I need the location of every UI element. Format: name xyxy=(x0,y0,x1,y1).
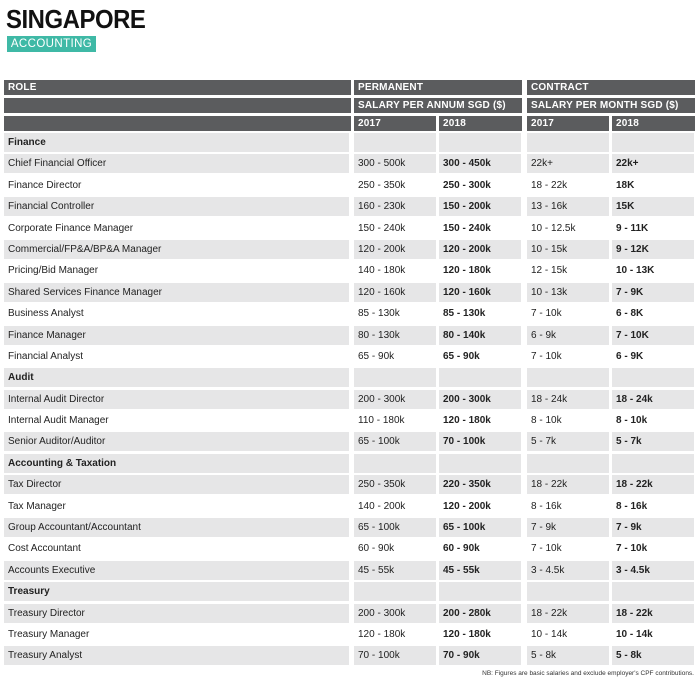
table-row xyxy=(0,496,700,517)
cell-p2017: 150 - 240k xyxy=(358,222,406,234)
cell-p2018: 70 - 100k xyxy=(439,432,521,451)
header-contract: CONTRACT xyxy=(527,80,695,95)
cell-c2017: 5 - 8k xyxy=(527,646,609,665)
cell-p2018: 120 - 180k xyxy=(443,628,491,640)
cell-p2018: 60 - 90k xyxy=(443,543,480,555)
cell-c2018: 7 - 10K xyxy=(612,326,694,345)
cell-c2017 xyxy=(527,454,609,473)
table-row xyxy=(0,325,700,346)
table-row xyxy=(0,346,700,367)
cell-p2018: 200 - 300k xyxy=(439,390,521,409)
cell-c2018: 5 - 8k xyxy=(612,646,694,665)
cell-c2018: 8 - 10k xyxy=(616,415,648,427)
cell-role: Finance Director xyxy=(8,179,82,191)
header-permanent: PERMANENT xyxy=(354,80,522,95)
cell-c2018: 18K xyxy=(616,179,635,191)
cell-p2017 xyxy=(354,133,436,152)
cell-p2018: 65 - 90k xyxy=(443,350,480,362)
table-row xyxy=(0,624,700,645)
cell-p2018: 200 - 280k xyxy=(439,604,521,623)
cell-role: Senior Auditor/Auditor xyxy=(4,432,349,451)
table-row xyxy=(0,431,700,452)
cell-p2017: 200 - 300k xyxy=(354,604,436,623)
table-row xyxy=(0,474,700,495)
table-row xyxy=(0,389,700,410)
cell-p2017: 200 - 300k xyxy=(354,390,436,409)
table-row xyxy=(0,303,700,324)
cell-role: Internal Audit Director xyxy=(4,390,349,409)
cell-role: Cost Accountant xyxy=(8,543,81,555)
cell-p2018: 70 - 90k xyxy=(439,646,521,665)
cell-role: Finance Manager xyxy=(4,326,349,345)
cell-c2018: 18 - 22k xyxy=(612,604,694,623)
cell-role: Tax Manager xyxy=(8,500,66,512)
header-perm-2018: 2018 xyxy=(439,116,522,131)
cell-c2018: 10 - 14k xyxy=(616,628,653,640)
cell-c2017: 7 - 10k xyxy=(531,543,562,555)
cell-role: Accounts Executive xyxy=(4,561,349,580)
cell-p2017: 80 - 130k xyxy=(354,326,436,345)
header-con-2018: 2018 xyxy=(612,116,695,131)
table-row xyxy=(0,603,700,624)
cell-c2017: 7 - 9k xyxy=(527,518,609,537)
cell-role: Financial Analyst xyxy=(8,350,84,362)
cell-c2017: 10 - 13k xyxy=(527,283,609,302)
cell-c2017: 10 - 14k xyxy=(531,628,568,640)
cell-role: Pricing/Bid Manager xyxy=(8,265,99,277)
cell-c2018: 9 - 12K xyxy=(612,240,694,259)
cell-c2017 xyxy=(527,133,609,152)
table-row xyxy=(0,196,700,217)
cell-p2017: 300 - 500k xyxy=(354,154,436,173)
cell-p2018: 150 - 240k xyxy=(443,222,491,234)
cell-role: Treasury Director xyxy=(4,604,349,623)
table-row xyxy=(0,560,700,581)
cell-p2018 xyxy=(439,368,521,387)
table-row xyxy=(0,282,700,303)
cell-c2018: 9 - 11K xyxy=(616,222,649,234)
cell-p2018: 120 - 160k xyxy=(439,283,521,302)
header-perm-2017: 2017 xyxy=(354,116,436,131)
cell-c2017: 8 - 10k xyxy=(531,415,562,427)
header-role: ROLE xyxy=(4,80,351,95)
cell-c2017: 12 - 15k xyxy=(531,265,568,277)
table-row xyxy=(0,239,700,260)
cell-c2018: 18 - 22k xyxy=(612,475,694,494)
table-row xyxy=(0,645,700,666)
cell-role: Commercial/FP&A/BP&A Manager xyxy=(4,240,349,259)
cell-c2017: 18 - 22k xyxy=(527,604,609,623)
category-label: Finance xyxy=(4,133,349,152)
category-label: Audit xyxy=(4,368,349,387)
cell-c2017: 10 - 12.5k xyxy=(531,222,576,234)
cell-p2018: 65 - 100k xyxy=(439,518,521,537)
table-row xyxy=(0,538,700,559)
cell-p2017: 65 - 90k xyxy=(358,350,395,362)
cell-role: Internal Audit Manager xyxy=(8,415,109,427)
cell-c2017: 22k+ xyxy=(527,154,609,173)
cell-p2017: 60 - 90k xyxy=(358,543,395,555)
cell-c2018: 7 - 9K xyxy=(612,283,694,302)
page-title: SINGAPORE xyxy=(6,4,146,34)
cell-c2017: 8 - 16k xyxy=(531,500,562,512)
cell-role: Treasury Manager xyxy=(8,628,90,640)
header-contract-sub: SALARY PER MONTH SGD ($) xyxy=(527,98,695,113)
footnote: NB: Figures are basic salaries and exclude employer's CPF contributions. xyxy=(482,670,694,677)
cell-p2017: 250 - 350k xyxy=(354,475,436,494)
cell-role: Financial Controller xyxy=(4,197,349,216)
header-con-2017: 2017 xyxy=(527,116,609,131)
category-row xyxy=(0,581,700,602)
table-row xyxy=(0,153,700,174)
cell-p2017: 250 - 350k xyxy=(358,179,406,191)
cell-p2017: 45 - 55k xyxy=(354,561,436,580)
cell-p2018: 300 - 450k xyxy=(439,154,521,173)
category-label: Accounting & Taxation xyxy=(4,454,349,473)
cell-c2017: 10 - 15k xyxy=(527,240,609,259)
cell-role: Tax Director xyxy=(4,475,349,494)
cell-c2017 xyxy=(527,368,609,387)
category-row xyxy=(0,132,700,153)
cell-c2017: 18 - 22k xyxy=(527,475,609,494)
cell-c2018 xyxy=(612,368,694,387)
cell-c2018 xyxy=(612,454,694,473)
table-row xyxy=(0,260,700,281)
cell-c2018: 7 - 9k xyxy=(612,518,694,537)
cell-role: Treasury Analyst xyxy=(4,646,349,665)
cell-role: Chief Financial Officer xyxy=(4,154,349,173)
cell-p2018: 45 - 55k xyxy=(439,561,521,580)
cell-role: Corporate Finance Manager xyxy=(8,222,134,234)
table-row xyxy=(0,410,700,431)
cell-c2018: 15K xyxy=(612,197,694,216)
cell-role: Group Accountant/Accountant xyxy=(4,518,349,537)
header-blank xyxy=(4,98,351,113)
header-blank-2 xyxy=(4,116,351,131)
cell-p2017: 65 - 100k xyxy=(354,432,436,451)
cell-c2018 xyxy=(612,133,694,152)
cell-p2017: 70 - 100k xyxy=(354,646,436,665)
cell-c2017: 7 - 10k xyxy=(531,350,562,362)
category-row xyxy=(0,453,700,474)
category-row xyxy=(0,367,700,388)
cell-c2018: 8 - 16k xyxy=(616,500,648,512)
cell-p2018: 80 - 140k xyxy=(439,326,521,345)
cell-c2017: 7 - 10k xyxy=(531,308,562,320)
cell-c2018: 6 - 9K xyxy=(616,350,644,362)
cell-c2017: 6 - 9k xyxy=(527,326,609,345)
cell-c2018: 6 - 8K xyxy=(616,308,644,320)
cell-p2017: 140 - 180k xyxy=(358,265,406,277)
cell-c2017: 18 - 24k xyxy=(527,390,609,409)
table-row xyxy=(0,218,700,239)
cell-p2017 xyxy=(354,454,436,473)
cell-p2017 xyxy=(354,582,436,601)
cell-p2018: 120 - 180k xyxy=(443,265,491,277)
cell-p2017: 85 - 130k xyxy=(358,308,400,320)
cell-role: Business Analyst xyxy=(8,308,84,320)
cell-p2017: 120 - 200k xyxy=(354,240,436,259)
cell-p2018: 120 - 200k xyxy=(443,500,491,512)
cell-p2017: 110 - 180k xyxy=(358,415,405,427)
table-row xyxy=(0,175,700,196)
table-row xyxy=(0,517,700,538)
header-permanent-sub: SALARY PER ANNUM SGD ($) xyxy=(354,98,522,113)
cell-role: Shared Services Finance Manager xyxy=(4,283,349,302)
cell-p2018: 220 - 350k xyxy=(439,475,521,494)
cell-c2018: 10 - 13K xyxy=(616,265,655,277)
cell-c2018: 3 - 4.5k xyxy=(612,561,694,580)
cell-c2017: 5 - 7k xyxy=(527,432,609,451)
salary-table xyxy=(0,132,700,667)
cell-p2018: 85 - 130k xyxy=(443,308,486,320)
cell-p2017: 120 - 160k xyxy=(354,283,436,302)
cell-p2017: 65 - 100k xyxy=(354,518,436,537)
cell-c2018 xyxy=(612,582,694,601)
cell-c2018: 5 - 7k xyxy=(612,432,694,451)
cell-p2018 xyxy=(439,133,521,152)
cell-p2018: 120 - 180k xyxy=(443,415,491,427)
cell-p2018: 120 - 200k xyxy=(439,240,521,259)
cell-p2017: 160 - 230k xyxy=(354,197,436,216)
cell-c2018: 7 - 10k xyxy=(616,543,648,555)
cell-c2017: 13 - 16k xyxy=(527,197,609,216)
cell-p2018: 150 - 200k xyxy=(439,197,521,216)
category-label: Treasury xyxy=(4,582,349,601)
cell-p2018 xyxy=(439,582,521,601)
cell-p2017 xyxy=(354,368,436,387)
cell-c2018: 22k+ xyxy=(612,154,694,173)
cell-p2018: 250 - 300k xyxy=(443,179,491,191)
cell-c2018: 18 - 24k xyxy=(612,390,694,409)
section-badge: ACCOUNTING xyxy=(7,36,96,52)
cell-c2017: 18 - 22k xyxy=(531,179,568,191)
cell-p2017: 120 - 180k xyxy=(358,628,406,640)
cell-p2017: 140 - 200k xyxy=(358,500,406,512)
cell-c2017 xyxy=(527,582,609,601)
cell-p2018 xyxy=(439,454,521,473)
cell-c2017: 3 - 4.5k xyxy=(527,561,609,580)
